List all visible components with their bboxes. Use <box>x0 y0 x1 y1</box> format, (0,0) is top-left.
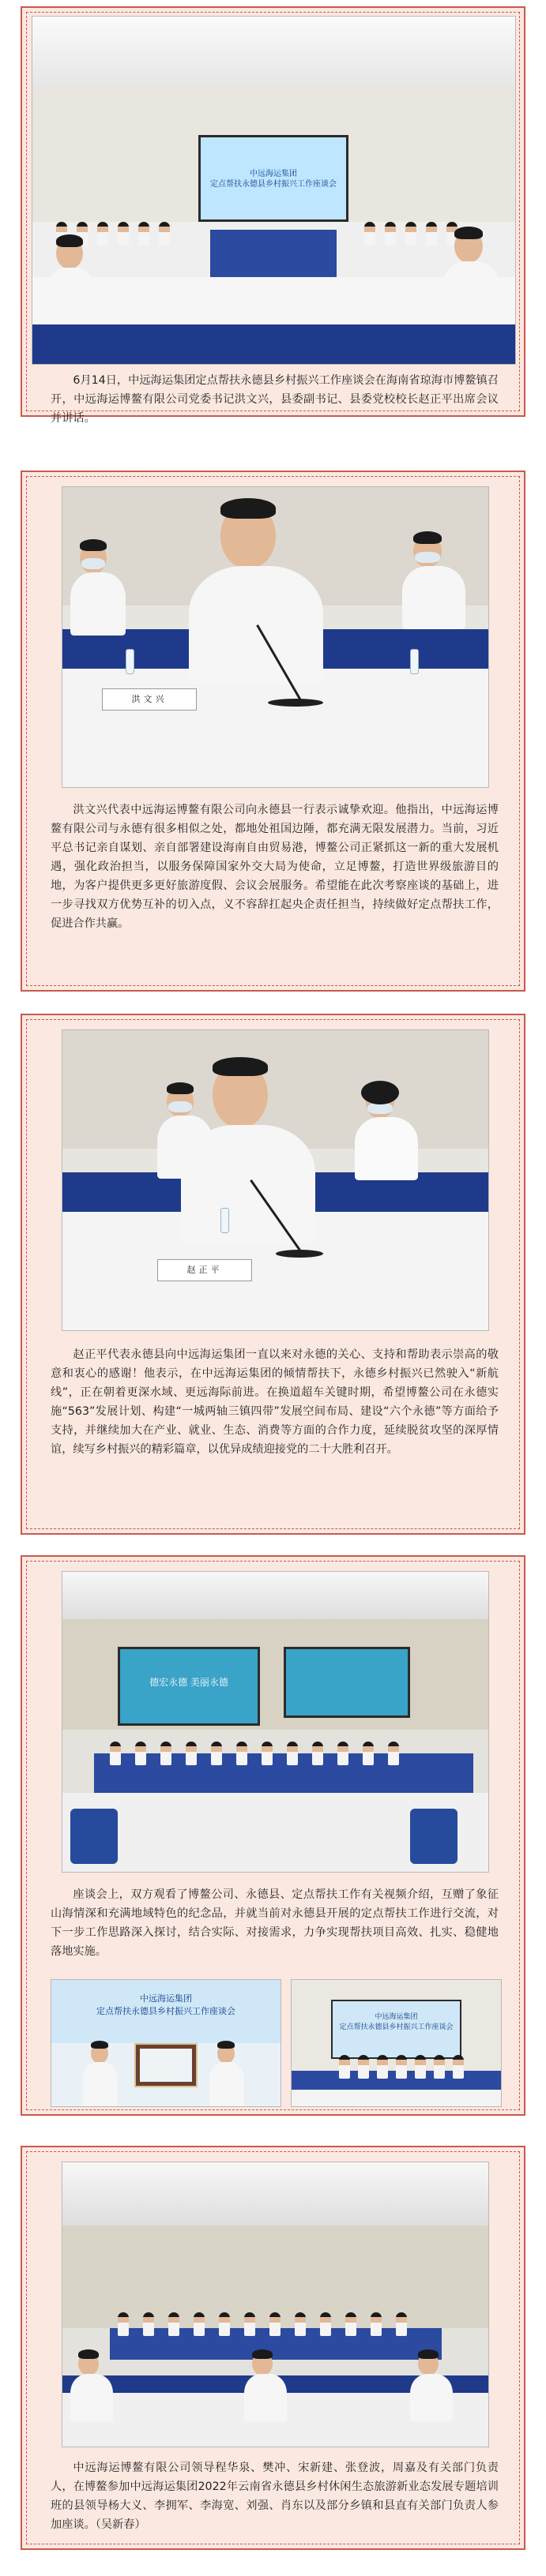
speaker-zhao-photo <box>62 1029 489 1331</box>
section-caption-5: 中远海运博鳌有限公司领导程华泉、樊冲、宋新建、张登波，周嘉及有关部门负责人，在博鳌参加中远海运集团2022年云南省永德县乡村休闲生态旅游新业态发展专题培训班的县领导杨大义、李拥军、李海宽、刘强、肖东以及部分乡镇和县直有关部门负责人参加座谈。（吴新春） <box>51 2462 499 2531</box>
section-caption-1: 6月14日，中远海运集团定点帮扶永德县乡村振兴工作座谈会在海南省琼海市博鳌镇召开，中远海运博鳌有限公司党委书记洪文兴，县委副书记、县委党校校长赵正平出席会议并讲话。 <box>51 374 499 425</box>
video-screen <box>118 1647 260 1726</box>
gift-exchange-photo-right <box>291 1979 502 2107</box>
meeting-overview-photo <box>32 16 516 365</box>
nameplate-hong: 洪文兴 <box>102 688 197 711</box>
section-caption-2: 洪文兴代表中远海运博鳌有限公司向永德县一行表示诚挚欢迎。他指出，中远海运博鳌有限公司与永德有很多相似之处，都地处祖国边陲，都充满无限发展潜力。当前，习近平总书记亲自谋划、亲自部署建设海南自由贸易港，博鳌公司正紧抓这一新的重大发展机遇，强化政治担当，以服务保障国家外交大局为使命，立足博鳌，打造世界级旅游目的地，为客户提供更多更好旅游度假、会议会展服务。希望能在此次考察座谈的基础上，进一步寻找双方优势互补的切入点，义不容辞扛起央企责任担当，持续做好定点帮扶工作，促进合作共赢。 <box>51 804 499 930</box>
projection-screen <box>198 135 348 222</box>
section-caption-4: 座谈会上，双方观看了博鳌公司、永德县、定点帮扶工作有关视频介绍，互赠了象征山海情深和充满地域特色的纪念品，并就当前对永德县开展的定点帮扶工作进行交流，对下一步工作思路深入探讨，结合实际、对接需求，力争实现帮扶项目高效、扎实、稳健地落地实施。 <box>51 1888 499 1958</box>
banner-left-text: 中远海运集团 定点帮扶永德县乡村振兴工作座谈会 <box>96 1993 235 2016</box>
video-screen-text: 德宏永德 美丽永德 <box>149 1676 228 1688</box>
group-meeting-photo <box>62 2162 489 2447</box>
gift-exchange-photo-left <box>51 1979 281 2107</box>
section-card-3 <box>21 1014 525 1535</box>
section-card-1 <box>21 6 525 425</box>
screen-title: 中远海运集团 定点帮扶永德县乡村振兴工作座谈会 <box>210 169 337 189</box>
meeting-video-photo <box>62 1571 489 1873</box>
gift-plaque <box>134 2043 198 2087</box>
speaker-hong-photo <box>62 486 489 788</box>
banner-right-text: 中远海运集团 定点帮扶永德县乡村振兴工作座谈会 <box>339 2013 454 2031</box>
section-card-2 <box>21 471 525 992</box>
section-caption-3: 赵正平代表永德县向中远海运集团一直以来对永德的关心、支持和帮助表示崇高的敬意和衷心的感谢！他表示，在中远海运集团的倾情帮扶下，永德乡村振兴已然驶入“新航线”，正在朝着更深水域、更远海际前进。在换道超车关键时期，希望博鳌公司在永德实施“563”发展计划、构建“一城两轴三镇四带”发展空间布局、建设“六个永德”等方面给予支持，并继续加大在产业、就业、生态、消费等方面的合作力度，延续脱贫攻坚的深厚情谊，续写乡村振兴的精彩篇章，以优异成绩迎接党的二十大胜利召开。 <box>51 1348 499 1456</box>
section-card-4 <box>21 1555 525 2116</box>
section-card-5 <box>21 2146 525 2550</box>
nameplate-zhao: 赵正平 <box>157 1259 252 1281</box>
